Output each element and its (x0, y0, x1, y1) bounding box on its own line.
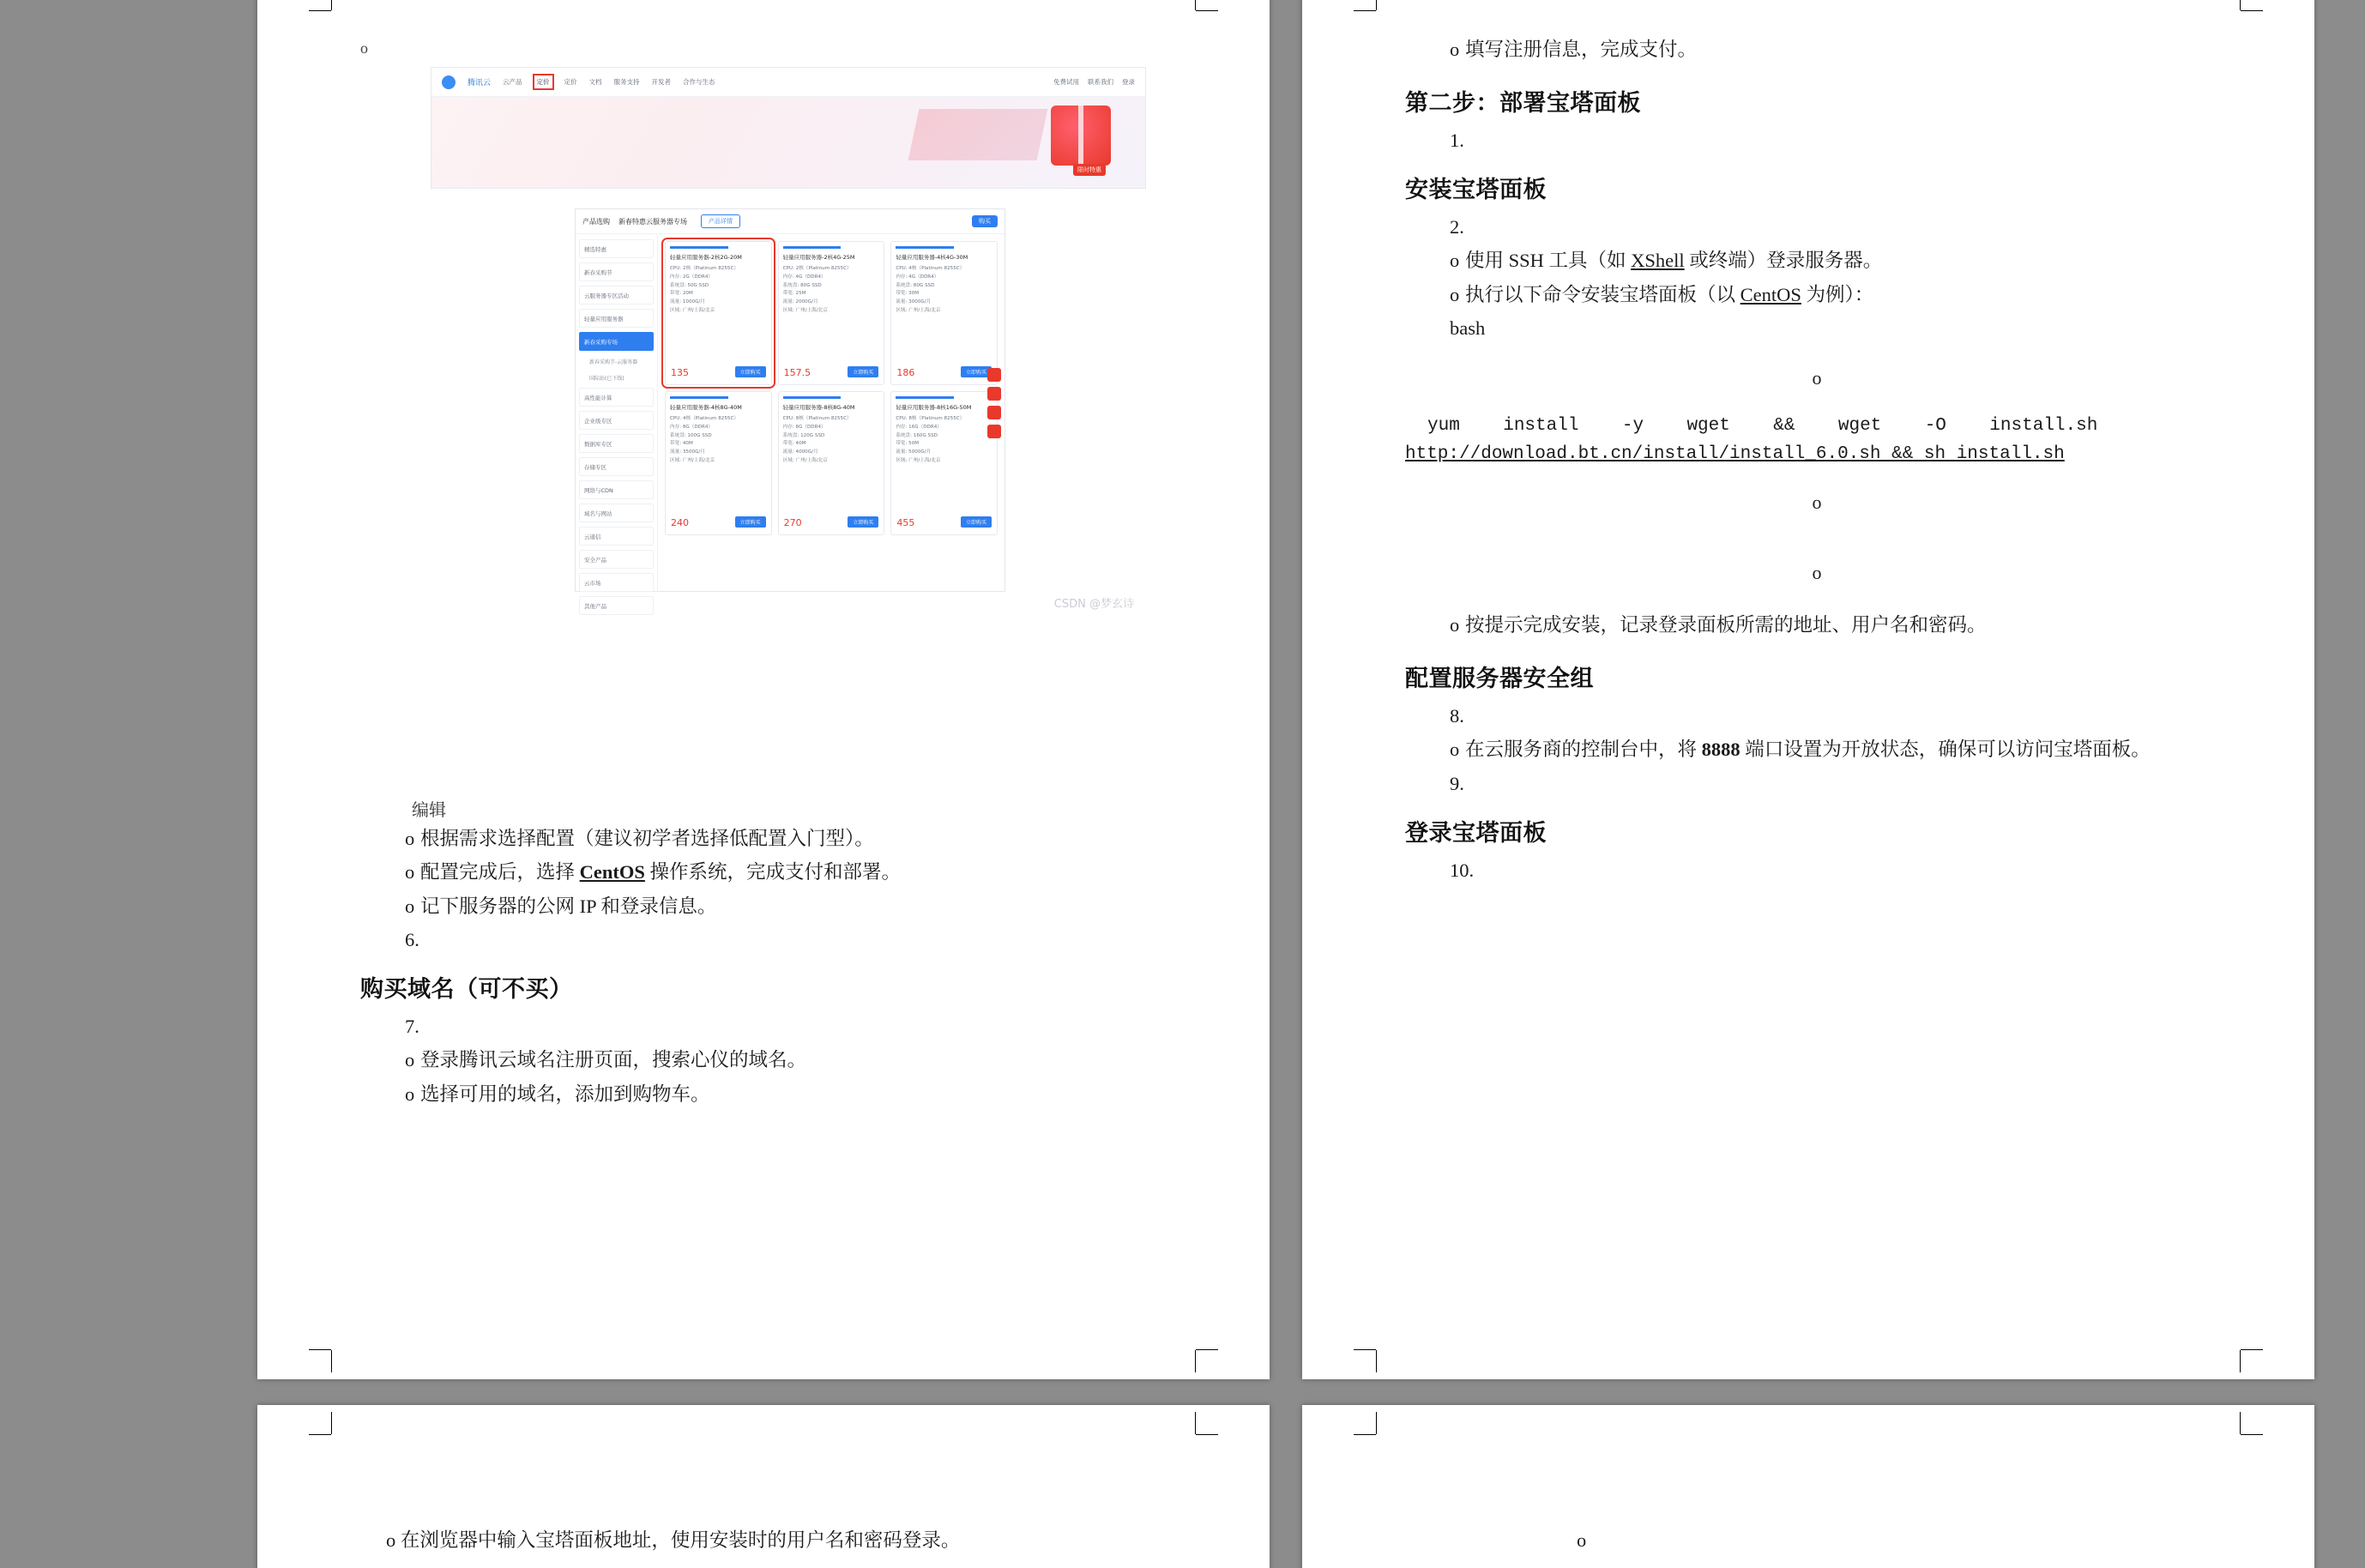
product-card[interactable] (665, 241, 772, 385)
bullet-marker: o (1450, 613, 1460, 636)
product-spec-4: 流量: 3500G/月 (670, 449, 705, 455)
product-buy-button[interactable]: 立即购买 (961, 366, 992, 377)
product-card[interactable] (890, 241, 998, 385)
code-marker-mid: o (1812, 491, 1822, 513)
panel-detail-button[interactable]: 产品详情 (701, 214, 740, 228)
sidebar-item-active[interactable]: 新春采购专场 (579, 332, 654, 351)
port-number: 8888 (1701, 739, 1741, 761)
term-xshell: XShell (1631, 250, 1685, 272)
panel-buy-button[interactable]: 购买 (972, 215, 998, 227)
crop-mark (2241, 10, 2263, 11)
p2-bullet-4-pre: 在云服务商的控制台中，将 (1465, 739, 1702, 761)
rail-icon-2[interactable] (987, 406, 1001, 419)
rail-icon-0[interactable] (987, 368, 1001, 382)
sidebar-item-12[interactable]: 域名与网站 (579, 504, 654, 522)
product-spec-3: 带宽: 25M (782, 291, 806, 297)
product-buy-button[interactable]: 立即购买 (961, 516, 992, 528)
card-accent-bar (783, 396, 842, 399)
term-centos: CentOS (579, 861, 645, 884)
product-card[interactable] (778, 391, 885, 535)
product-spec-0: CPU: 2核（Platinum 8255C） (670, 266, 739, 271)
cloud-logo-icon (442, 75, 456, 89)
body-bullet-2 (405, 857, 1184, 888)
code-line-2: http://download.bt.cn/install/install_6.0.sh && sh install.sh (1405, 444, 2065, 465)
product-title: 轻量应用服务器-2核4G-25M (782, 254, 855, 261)
document-page-1 (257, 0, 1270, 1379)
product-spec-0: CPU: 8核（Platinum 8255C） (782, 416, 852, 421)
nav-item-6[interactable]: 合作与生态 (683, 78, 715, 86)
product-card[interactable] (778, 241, 885, 385)
list-number-7: 7. (405, 1016, 419, 1038)
product-spec-5: 区域: 广州/上海/北京 (670, 307, 715, 313)
bullet-marker: o (1450, 283, 1460, 305)
panel-sidebar-header: 产品选购 (582, 217, 610, 226)
nav-item-5[interactable]: 开发者 (651, 78, 672, 86)
crop-mark (1196, 1434, 1218, 1435)
product-spec-1: 内存: 2G（DDR4） (670, 274, 713, 280)
product-title: 轻量应用服务器-8核16G-50M (896, 404, 972, 411)
nav-item-2[interactable]: 定价 (564, 78, 577, 86)
crop-mark (1195, 0, 1196, 10)
card-accent-bar (783, 246, 842, 249)
code-marker-bottom: o (1812, 561, 1822, 583)
figure-watermark: CSDN @梦玄诗 (1053, 598, 1134, 611)
screenshot-browser-header (431, 67, 1146, 189)
product-spec-3: 带宽: 50M (896, 441, 920, 447)
heading-install-panel: 安装宝塔面板 (1405, 177, 1547, 204)
product-title: 轻量应用服务器-8核8G-40M (782, 404, 855, 411)
product-spec-3: 带宽: 30M (896, 291, 920, 297)
document-page-4 (1302, 1405, 2314, 1568)
nav-item-3[interactable]: 文档 (588, 78, 602, 86)
document-page-3 (257, 1405, 1270, 1568)
crop-mark (309, 1434, 331, 1435)
screenshot-product-panel (575, 208, 1005, 610)
code-line-1: yum install -y wget && wget -O install.sh (1427, 415, 2098, 436)
product-spec-0: CPU: 2核（Platinum 8255C） (782, 266, 852, 271)
product-buy-button[interactable]: 立即购买 (735, 516, 766, 528)
figure-tencent-cloud-pricing (403, 33, 1141, 787)
product-spec-2: 系统盘: 80G SSD (896, 282, 935, 288)
sidebar-item-14[interactable]: 安全产品 (579, 550, 654, 569)
crop-mark (2240, 1412, 2241, 1434)
product-buy-button[interactable]: 立即购买 (735, 366, 766, 377)
sidebar-item-16[interactable]: 云市场 (579, 573, 654, 592)
bullet-marker: o (1450, 739, 1460, 761)
p2-bullet-4 (1450, 734, 2229, 765)
product-spec-5: 区域: 广州/上海/北京 (782, 457, 828, 463)
sidebar-item-9[interactable]: 数据库专区 (579, 434, 654, 453)
crop-mark (1376, 0, 1377, 10)
product-card[interactable] (890, 391, 998, 535)
nav-free-trial[interactable]: 免费试用 (1053, 78, 1079, 86)
nav-contact[interactable]: 联系我们 (1088, 78, 1113, 86)
p2-bullet-0 (1450, 34, 2229, 65)
heading-login-panel: 登录宝塔面板 (1405, 819, 1547, 847)
body-bullet-3 (405, 891, 1184, 922)
product-spec-4: 流量: 4000G/月 (782, 449, 818, 455)
sidebar-item-11[interactable]: 网络与CDN (579, 480, 654, 499)
crop-mark (331, 0, 332, 10)
list-number-1: 1. (1450, 130, 1464, 152)
product-spec-5: 区域: 广州/上海/北京 (670, 457, 715, 463)
bullet-marker: o (386, 1529, 401, 1551)
code-block (1405, 412, 2229, 469)
nav-item-4[interactable]: 服务支持 (613, 78, 640, 86)
p2-bullet-1-post: 或终端）登录服务器。 (1684, 250, 1883, 272)
crop-mark (331, 1350, 332, 1372)
product-price: 186 (896, 367, 915, 378)
product-spec-0: CPU: 8核（Platinum 8255C） (896, 416, 965, 421)
product-card-grid (658, 234, 1005, 592)
product-spec-2: 系统盘: 120G SSD (782, 432, 825, 438)
nav-item-0[interactable]: 云产品 (503, 78, 522, 86)
list-number-9: 9. (1450, 772, 1464, 794)
crop-mark (1195, 1412, 1196, 1434)
product-price: 157.5 (783, 367, 811, 378)
bullet-3-text: 记下服务器的公网 IP 和登录信息。 (420, 895, 717, 917)
p2-bullet-2 (1450, 280, 2229, 311)
crop-mark (1354, 1349, 1376, 1350)
crop-mark (1376, 1412, 1377, 1434)
crop-mark (1195, 1350, 1196, 1372)
card-accent-bar (896, 396, 954, 399)
p4-marker: o (1577, 1529, 1587, 1551)
product-spec-4: 流量: 3000G/月 (896, 299, 932, 305)
list-number-8: 8. (1450, 705, 1464, 727)
crop-mark (2241, 1349, 2263, 1350)
heading-security-group: 配置服务器安全组 (1405, 666, 1594, 693)
bullet-2-post: 操作系统，完成支付和部署。 (644, 861, 902, 884)
product-spec-0: CPU: 4核（Platinum 8255C） (896, 266, 965, 271)
crop-mark (1354, 10, 1376, 11)
panel-sidebar (576, 234, 658, 610)
sidebar-item-10[interactable]: 存储专区 (579, 457, 654, 476)
product-spec-4: 流量: 5000G/月 (896, 449, 932, 455)
crop-mark (309, 10, 331, 11)
sidebar-item-2[interactable]: 云服务器专区活动 (579, 286, 654, 305)
crop-mark (1376, 1350, 1377, 1372)
product-card[interactable] (665, 391, 772, 535)
bullet-2-pre: 配置完成后，选择 (420, 861, 580, 884)
gift-box-icon (1051, 106, 1111, 166)
crop-mark (309, 1349, 331, 1350)
product-title: 轻量应用服务器-2核2G-20M (670, 254, 742, 261)
product-spec-1: 内存: 8G（DDR4） (670, 424, 713, 430)
product-spec-2: 系统盘: 160G SSD (896, 432, 938, 438)
logo-label: 腾讯云 (468, 79, 492, 87)
crop-mark (2240, 0, 2241, 10)
product-spec-2: 系统盘: 80G SSD (782, 282, 822, 288)
sidebar-item-13[interactable]: 云通信 (579, 527, 654, 546)
product-spec-2: 系统盘: 50G SSD (670, 282, 709, 288)
bullet-marker: o (1450, 250, 1460, 272)
bullet-marker: o (405, 1083, 415, 1105)
crop-mark (331, 1412, 332, 1434)
figure-caption: 编辑 (412, 801, 446, 820)
term-centos: CentOS (1740, 283, 1801, 305)
p2-bullet-4-post: 端口设置为开放状态，确保可以访问宝塔面板。 (1740, 739, 2151, 761)
panel-header (576, 209, 1005, 234)
product-spec-1: 内存: 8G（DDR4） (782, 424, 826, 430)
product-title: 轻量应用服务器-4核8G-40M (670, 404, 742, 411)
product-spec-4: 流量: 1000G/月 (670, 299, 705, 305)
p3-bullet-1-text: 在浏览器中输入宝塔面板地址，使用安装时的用户名和密码登录。 (400, 1529, 961, 1551)
bullet-marker: o (1450, 39, 1460, 60)
card-accent-bar (670, 396, 728, 399)
bullet-5-text: 选择可用的域名，添加到购物车。 (420, 1083, 710, 1105)
product-spec-5: 区域: 广州/上海/北京 (896, 457, 941, 463)
product-spec-1: 内存: 16G（DDR4） (896, 424, 942, 430)
list-number-6: 6. (405, 929, 419, 951)
p3-bullet-1 (386, 1525, 1184, 1556)
crop-mark (1354, 1434, 1376, 1435)
list-number-10: 10. (1450, 859, 1475, 881)
list-marker: o (360, 39, 368, 57)
code-language-label: bash (1450, 317, 1486, 340)
product-price: 135 (671, 367, 689, 378)
hero-banner (431, 97, 1145, 188)
product-spec-1: 内存: 4G（DDR4） (896, 274, 939, 280)
card-accent-bar (670, 246, 728, 249)
sidebar-subitem-0[interactable]: 新春采购节-云服务器 (589, 359, 638, 365)
p2-bullet-3-text: 按提示完成安装，记录登录面板所需的地址、用户名和密码。 (1465, 613, 1987, 636)
heading-step-2: 第二步：部署宝塔面板 (1405, 90, 1641, 118)
bullet-4-text: 登录腾讯云域名注册页面，搜索心仪的域名。 (420, 1049, 807, 1071)
p2-bullet-1-pre: 使用 SSH 工具（如 (1465, 250, 1632, 272)
bullet-marker: o (405, 828, 415, 849)
heading-buy-domain: 购买域名（可不买） (360, 976, 573, 1004)
sidebar-item-7[interactable]: 高性能计算 (579, 388, 654, 407)
rail-icon-3[interactable] (987, 425, 1001, 438)
hero-promo-tag: 限时特惠 (1073, 164, 1106, 176)
p2-bullet-2-pre: 执行以下命令安装宝塔面板（以 (1465, 283, 1741, 305)
product-price: 270 (783, 517, 802, 528)
crop-mark (2241, 1434, 2263, 1435)
sidebar-item-17[interactable]: 其他产品 (579, 596, 654, 615)
product-spec-3: 带宽: 20M (670, 291, 693, 297)
nav-login[interactable]: 登录 (1122, 78, 1135, 86)
product-spec-5: 区域: 广州/上海/北京 (896, 307, 941, 313)
crop-mark (1196, 1349, 1218, 1350)
product-title: 轻量应用服务器-4核4G-30M (896, 254, 968, 261)
site-navbar (431, 68, 1145, 97)
nav-item-pricing[interactable]: 定价 (534, 75, 552, 88)
code-marker-top: o (1812, 366, 1822, 389)
panel-title: 新春特惠云服务器专场 (618, 217, 687, 226)
product-buy-button[interactable]: 立即购买 (848, 516, 878, 528)
crop-mark (1196, 10, 1218, 11)
body-bullet-5 (405, 1079, 1184, 1110)
product-spec-2: 系统盘: 100G SSD (670, 432, 712, 438)
crop-mark (2240, 1350, 2241, 1372)
product-buy-button[interactable]: 立即购买 (848, 366, 878, 377)
p2-bullet-2-post: 为例）： (1801, 283, 1874, 305)
product-spec-1: 内存: 4G（DDR4） (782, 274, 826, 280)
product-spec-5: 区域: 广州/上海/北京 (782, 307, 828, 313)
body-bullet-1 (405, 823, 1184, 854)
hero-decoration (908, 109, 1048, 160)
bullet-marker: o (405, 895, 415, 917)
bullet-marker: o (405, 1049, 415, 1071)
card-accent-bar (896, 246, 954, 249)
product-spec-4: 流量: 2000G/月 (782, 299, 818, 305)
product-price: 240 (671, 517, 689, 528)
sidebar-item-1[interactable]: 新春采购节 (579, 262, 654, 281)
sidebar-item-0[interactable]: 精选特惠 (579, 239, 654, 258)
product-spec-0: CPU: 4核（Platinum 8255C） (670, 416, 739, 421)
rail-icon-1[interactable] (987, 387, 1001, 401)
bullet-marker: o (405, 861, 415, 884)
floating-side-rail[interactable] (987, 368, 1001, 438)
list-number-2: 2. (1450, 216, 1464, 238)
product-spec-3: 带宽: 40M (782, 441, 806, 447)
p2-bullet-0-text: 填写注册信息，完成支付。 (1465, 39, 1698, 60)
p2-bullet-1 (1450, 245, 2229, 276)
p2-bullet-3 (1450, 610, 2229, 641)
product-spec-3: 带宽: 40M (670, 441, 693, 447)
bullet-1-text: 根据需求选择配置（建议初学者选择低配置入门型）。 (420, 828, 874, 849)
sidebar-item-3[interactable]: 轻量应用服务器 (579, 309, 654, 328)
sidebar-subitem-1[interactable]: 国际站(已下线) (589, 375, 624, 382)
body-bullet-4 (405, 1045, 1184, 1076)
product-price: 455 (896, 517, 915, 528)
sidebar-item-8[interactable]: 企业级专区 (579, 411, 654, 430)
document-page-2 (1302, 0, 2314, 1379)
